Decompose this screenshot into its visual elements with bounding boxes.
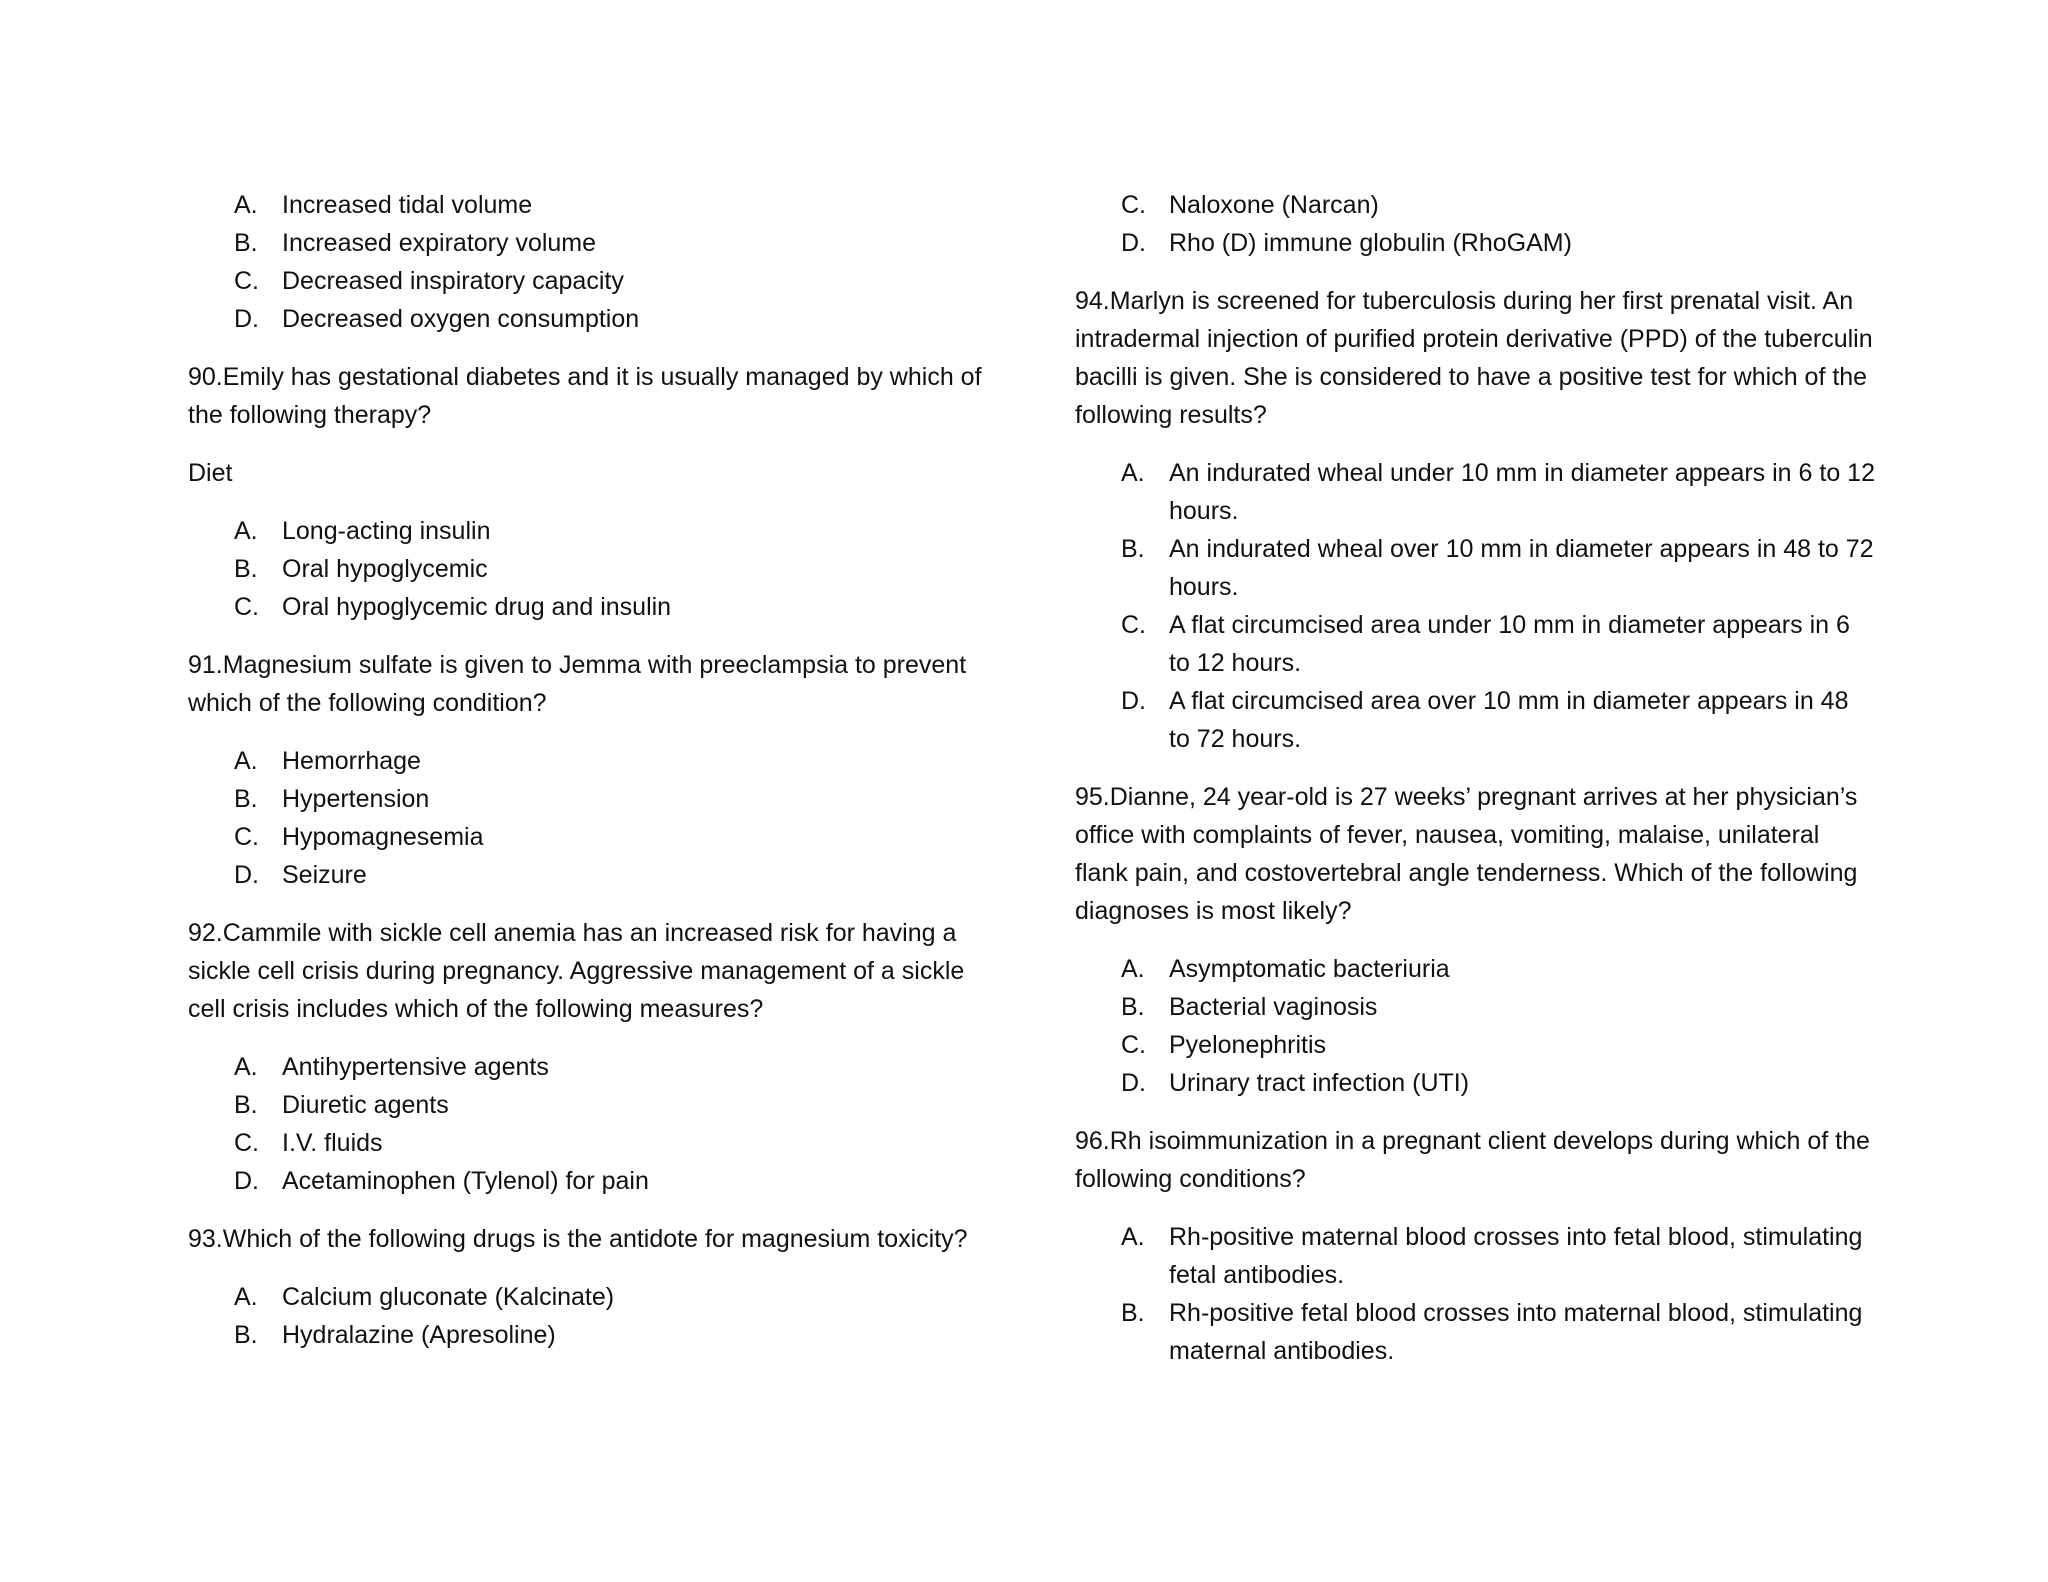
option-item xyxy=(1121,1218,1875,1294)
option-item xyxy=(1121,606,1875,682)
option-text: Decreased oxygen consumption xyxy=(282,305,640,333)
option-text: Urinary tract infection (UTI) xyxy=(1169,1069,1470,1097)
option-text: Increased tidal volume xyxy=(282,191,533,219)
option-text: Decreased inspiratory capacity xyxy=(282,267,624,295)
option-item xyxy=(1121,454,1875,530)
option-text: Seizure xyxy=(282,861,367,889)
option-item xyxy=(234,512,998,550)
option-letter: A. xyxy=(1121,955,1145,983)
option-item xyxy=(234,186,998,224)
option-text: Antihypertensive agents xyxy=(282,1053,549,1081)
option-item xyxy=(1121,186,1875,224)
option-letter: B. xyxy=(234,555,258,583)
option-item xyxy=(1121,530,1875,606)
option-item xyxy=(234,1316,998,1354)
option-item xyxy=(234,224,998,262)
option-item xyxy=(234,780,998,818)
option-text: Naloxone (Narcan) xyxy=(1169,191,1379,219)
option-letter: C. xyxy=(1121,611,1146,639)
option-text: Pyelonephritis xyxy=(1169,1031,1327,1059)
option-text: Diuretic agents xyxy=(282,1091,449,1119)
question-90-diet: Diet xyxy=(188,459,233,487)
option-item xyxy=(1121,988,1875,1026)
option-item xyxy=(234,1162,998,1200)
option-letter: C. xyxy=(1121,191,1146,219)
option-text: Oral hypoglycemic xyxy=(282,555,488,583)
question-91: 91.Magnesium sulfate is given to Jemma with preeclampsia to prevent which of the following condition? xyxy=(188,651,967,717)
option-item xyxy=(234,550,998,588)
option-text: Hypertension xyxy=(282,785,430,813)
question-93: 93.Which of the following drugs is the antidote for magnesium toxicity? xyxy=(188,1225,968,1253)
question-92: 92.Cammile with sickle cell anemia has an increased risk for having a sickle cell crisis during pregnancy. Aggressive management of a sickle cell crisis includes which of the following measures? xyxy=(188,919,965,1023)
option-text: I.V. fluids xyxy=(282,1129,383,1157)
option-text: Rho (D) immune globulin (RhoGAM) xyxy=(1169,229,1572,257)
q94-options xyxy=(1075,454,1875,758)
option-text: Bacterial vaginosis xyxy=(1169,993,1378,1021)
option-item xyxy=(1121,950,1875,988)
option-text: Rh-positive fetal blood crosses into maternal blood, stimulating maternal antibodies. xyxy=(1169,1299,1863,1365)
option-letter: A. xyxy=(234,747,258,775)
option-text: Hemorrhage xyxy=(282,747,421,775)
right-column xyxy=(1075,186,1875,1390)
option-letter: C. xyxy=(1121,1031,1146,1059)
option-letter: A. xyxy=(234,1283,258,1311)
option-text: An indurated wheal over 10 mm in diameter appears in 48 to 72 hours. xyxy=(1169,535,1874,601)
option-text: Rh-positive maternal blood crosses into fetal blood, stimulating fetal antibodies. xyxy=(1169,1223,1863,1289)
option-item xyxy=(234,1048,998,1086)
option-letter: C. xyxy=(234,1129,259,1157)
option-letter: B. xyxy=(1121,535,1145,563)
option-text: Asymptomatic bacteriuria xyxy=(1169,955,1450,983)
option-letter: D. xyxy=(1121,687,1146,715)
option-letter: A. xyxy=(234,191,258,219)
option-letter: B. xyxy=(234,1091,258,1119)
q93-options xyxy=(188,1278,998,1354)
option-letter: D. xyxy=(234,1167,259,1195)
q91-options xyxy=(188,742,998,894)
q95-options xyxy=(1075,950,1875,1102)
option-letter: C. xyxy=(234,267,259,295)
option-text: A flat circumcised area over 10 mm in diameter appears in 48 to 72 hours. xyxy=(1169,687,1849,753)
left-column xyxy=(188,186,998,1374)
option-letter: A. xyxy=(234,1053,258,1081)
option-letter: A. xyxy=(1121,1223,1145,1251)
option-item xyxy=(234,1124,998,1162)
option-item xyxy=(1121,682,1875,758)
option-text: Acetaminophen (Tylenol) for pain xyxy=(282,1167,649,1195)
option-letter: D. xyxy=(234,861,259,889)
question-96: 96.Rh isoimmunization in a pregnant client develops during which of the following conditions? xyxy=(1075,1127,1870,1193)
option-letter: A. xyxy=(234,517,258,545)
option-letter: B. xyxy=(234,785,258,813)
option-item xyxy=(234,588,998,626)
question-95: 95.Dianne, 24 year-old is 27 weeks’ pregnant arrives at her physician’s office with complaints of fever, nausea, vomiting, malaise, unilateral flank pain, and costovertebral angle tenderness. Which of the following diagnoses is most likely? xyxy=(1075,783,1858,925)
q93-options-continued xyxy=(1075,186,1875,262)
option-item xyxy=(234,856,998,894)
option-text: Hydralazine (Apresoline) xyxy=(282,1321,556,1349)
option-item xyxy=(1121,1064,1875,1102)
option-letter: D. xyxy=(1121,229,1146,257)
option-text: An indurated wheal under 10 mm in diameter appears in 6 to 12 hours. xyxy=(1169,459,1875,525)
option-text: Oral hypoglycemic drug and insulin xyxy=(282,593,672,621)
option-letter: B. xyxy=(1121,1299,1145,1327)
q90-options xyxy=(188,512,998,626)
option-letter: B. xyxy=(1121,993,1145,1021)
option-item xyxy=(234,262,998,300)
option-item xyxy=(234,1086,998,1124)
option-text: Hypomagnesemia xyxy=(282,823,484,851)
option-letter: C. xyxy=(234,823,259,851)
option-letter: D. xyxy=(1121,1069,1146,1097)
option-text: Calcium gluconate (Kalcinate) xyxy=(282,1283,615,1311)
option-letter: B. xyxy=(234,229,258,257)
option-item xyxy=(234,1278,998,1316)
question-90: 90.Emily has gestational diabetes and it is usually managed by which of the following therapy? xyxy=(188,363,982,429)
option-letter: C. xyxy=(234,593,259,621)
q96-options xyxy=(1075,1218,1875,1370)
option-item xyxy=(234,300,998,338)
option-item xyxy=(234,742,998,780)
option-item xyxy=(1121,1294,1875,1370)
option-letter: B. xyxy=(234,1321,258,1349)
option-letter: D. xyxy=(234,305,259,333)
option-letter: A. xyxy=(1121,459,1145,487)
option-item xyxy=(1121,224,1875,262)
option-text: Long-acting insulin xyxy=(282,517,491,545)
option-item xyxy=(1121,1026,1875,1064)
question-94: 94.Marlyn is screened for tuberculosis during her first prenatal visit. An intradermal injection of purified protein derivative (PPD) of the tuberculin bacilli is given. She is considered to have a positive test for which of the following results? xyxy=(1075,287,1873,429)
option-item xyxy=(234,818,998,856)
q89-options xyxy=(188,186,998,338)
option-text: A flat circumcised area under 10 mm in diameter appears in 6 to 12 hours. xyxy=(1169,611,1850,677)
option-text: Increased expiratory volume xyxy=(282,229,597,257)
q92-options xyxy=(188,1048,998,1200)
